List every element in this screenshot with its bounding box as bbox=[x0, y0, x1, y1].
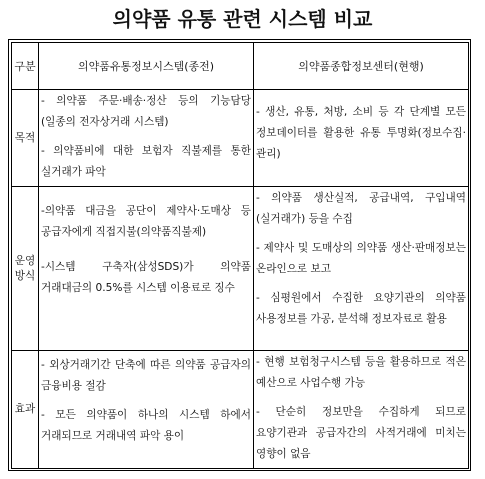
document-title: 의약품 유통 관련 시스템 비교 bbox=[112, 7, 373, 31]
header-new-system: 의약품종합정보센터(현행) bbox=[254, 43, 469, 90]
effect-new-cell bbox=[254, 351, 469, 469]
effect-new-item-2: - 단순히 정보만을 수집하게 되므로 요양기관과 공급자간의 사적거래에 미치는 영향이 없음 bbox=[256, 406, 466, 460]
table-row-effect bbox=[12, 351, 469, 469]
operation-old-item-1: -의약품 대금을 공단이 제약사·도매상 등 공급자에게 직접지불(의약품직불제) bbox=[41, 205, 251, 238]
header-old-system: 의약품유통정보시스템(종전) bbox=[39, 43, 254, 90]
table-row-purpose bbox=[12, 90, 469, 187]
header-category: 구분 bbox=[12, 43, 39, 90]
purpose-new-cell bbox=[254, 90, 469, 187]
purpose-old-item-2: - 의약품비에 대한 보험자 직불제를 통한 실거래가 파악 bbox=[41, 145, 251, 178]
purpose-new-item-1: - 생산, 유통, 처방, 소비 등 각 단계별 모든 정보데이터를 활용한 유통 투명화(정보수집·관리) bbox=[256, 106, 466, 160]
table-header-row bbox=[12, 43, 469, 90]
row-label-operation: 운영방식 bbox=[12, 187, 39, 351]
effect-old-item-1: - 외상거래기간 단축에 따른 의약품 공급자의 금융비용 절감 bbox=[41, 359, 251, 392]
comparison-table bbox=[11, 42, 469, 469]
operation-old-item-2: -시스템 구축자(삼성SDS)가 의약품 거래대금의 0.5%를 시스템 이용료로 징수 bbox=[41, 261, 251, 294]
operation-new-item-1: - 의약품 생산실적, 공급내역, 구입내역(실거래가) 등을 수집 bbox=[256, 192, 466, 225]
purpose-old-cell bbox=[39, 90, 254, 187]
effect-new-item-1: - 현행 보험청구시스템 등을 활용하므로 적은 예산으로 사업수행 가능 bbox=[256, 356, 466, 389]
row-label-effect: 효과 bbox=[12, 351, 39, 469]
row-label-purpose: 목적 bbox=[12, 90, 39, 187]
purpose-old-item-1: - 의약품 주문·배송·정산 등의 기능담당(일종의 전자상거래 시스템) bbox=[41, 95, 251, 128]
table-row-operation bbox=[12, 187, 469, 351]
operation-old-cell bbox=[39, 187, 254, 351]
operation-new-item-3: - 심평원에서 수집한 요양기관의 의약품 사용정보를 가공, 분석해 정보자료로 활용 bbox=[256, 292, 466, 325]
effect-old-item-2: - 모든 의약품이 하나의 시스템 하에서 거래되므로 거래내역 파악 용이 bbox=[41, 409, 251, 442]
operation-new-item-2: - 제약사 및 도매상의 의약품 생산·판매정보는 온라인으로 보고 bbox=[256, 242, 466, 275]
operation-new-cell bbox=[254, 187, 469, 351]
effect-old-cell bbox=[39, 351, 254, 469]
